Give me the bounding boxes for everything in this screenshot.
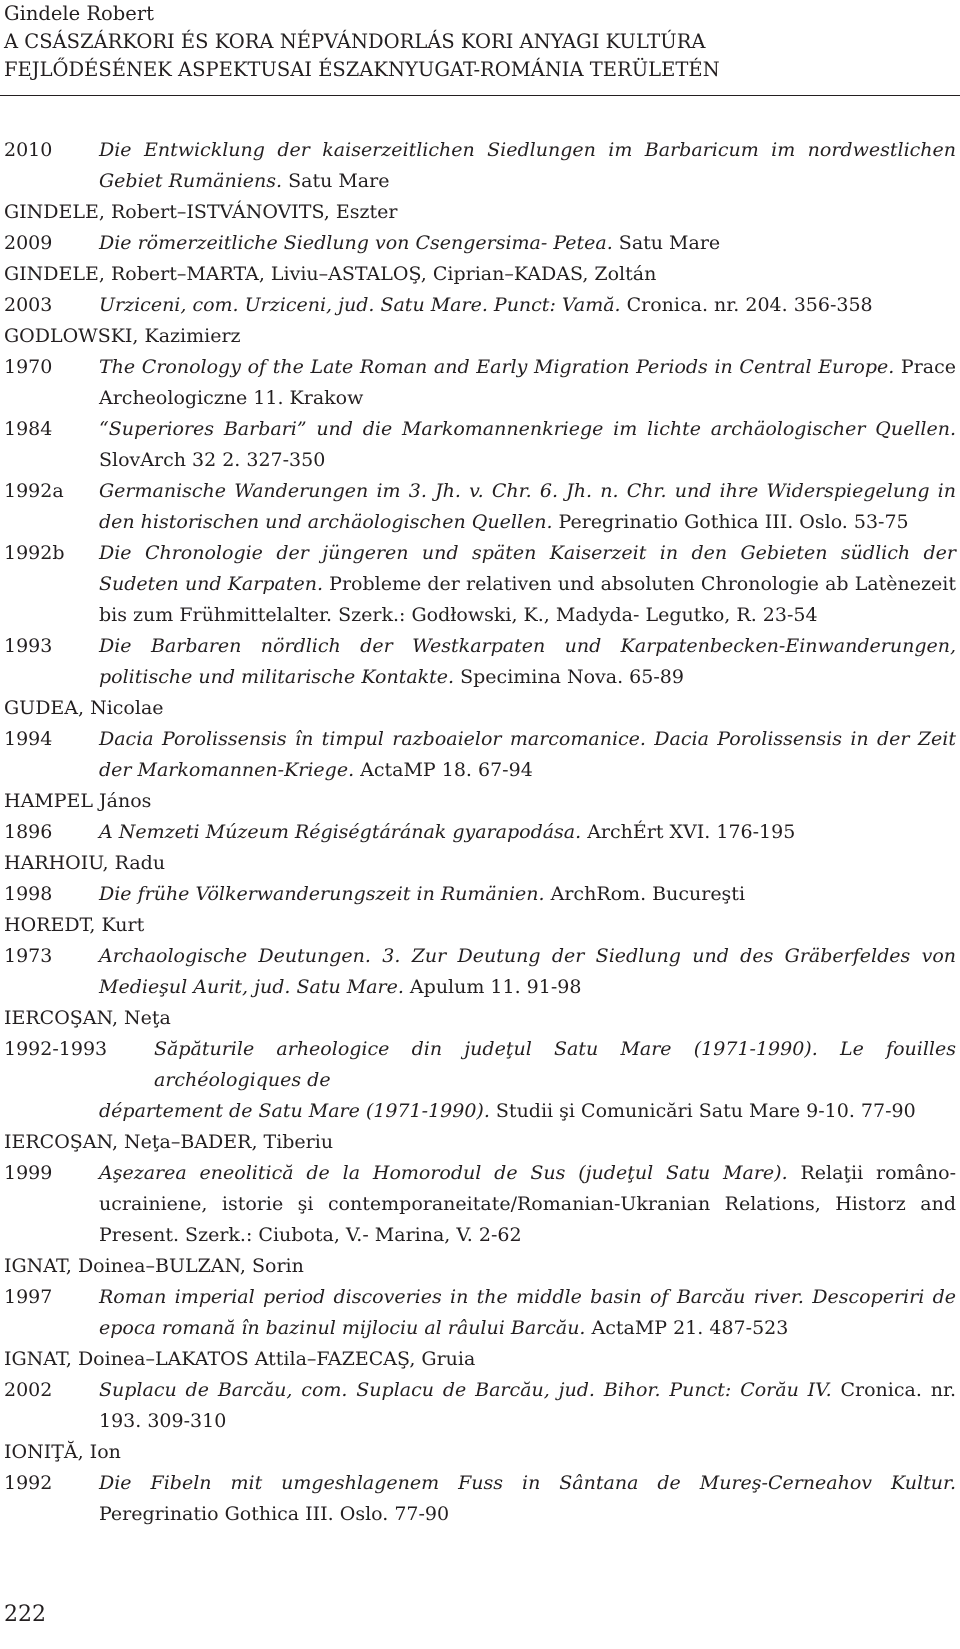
header-title-line-1: A CSÁSZÁRKORI ÉS KORA NÉPVÁNDORLÁS KORI ANYAGI KULTÚRA xyxy=(4,30,706,53)
entry-year: 1970 xyxy=(4,356,53,378)
entry-year: 1992a xyxy=(4,480,64,502)
author-heading: HOREDT, Kurt xyxy=(4,914,145,936)
entry-title: “Superiores Barbari” und die Markomannenkriege im lichte archäologischer Quellen. xyxy=(99,418,956,440)
entry-publication: Cronica. nr. 193. 309-310 xyxy=(99,1379,956,1432)
author-heading: IONIŢĂ, Ion xyxy=(4,1441,121,1463)
entry-publication: Satu Mare xyxy=(282,170,390,192)
entry-year: 1973 xyxy=(4,945,53,967)
entry-text xyxy=(99,352,956,414)
entry-text xyxy=(99,476,956,538)
author-heading: GINDELE, Robert–MARTA, Liviu–ASTALOŞ, Ciprian–KADAS, Zoltán xyxy=(4,263,657,285)
entry-publication: ActaMP 21. 487-523 xyxy=(585,1317,789,1339)
author-heading: HARHOIU, Radu xyxy=(4,852,166,874)
header-divider xyxy=(0,95,960,96)
entry-text xyxy=(99,290,956,321)
author-heading: GUDEA, Nicolae xyxy=(4,697,164,719)
entry-year: 1997 xyxy=(4,1286,53,1308)
entry-publication: ArchRom. Bucureşti xyxy=(544,883,746,905)
entry-text xyxy=(99,817,956,848)
bibliography-entry xyxy=(4,817,956,848)
entry-title: Die römerzeitliche Siedlung von Csengersima- Petea. xyxy=(99,232,613,254)
header-author: Gindele Robert xyxy=(4,2,154,25)
entry-title: Die frühe Völkerwanderungszeit in Rumänien. xyxy=(99,883,545,905)
entry-title: A Nemzeti Múzeum Régiségtárának gyarapodása. xyxy=(99,821,582,843)
bibliography-entry xyxy=(4,135,956,197)
entry-year: 1993 xyxy=(4,635,53,657)
entry-publication: Cronica. nr. 204. 356-358 xyxy=(620,294,873,316)
entry-text xyxy=(99,414,956,476)
bibliography-list xyxy=(4,135,956,1530)
bibliography-entry xyxy=(4,1468,956,1530)
entry-continuation xyxy=(99,1096,956,1127)
entry-year: 2010 xyxy=(4,139,53,161)
bibliography-entry xyxy=(4,1158,956,1251)
entry-publication: Peregrinatio Gothica III. Oslo. 77-90 xyxy=(99,1503,450,1525)
entry-publication: Prace Archeologiczne 11. Krakow xyxy=(99,356,956,409)
entry-publication: Probleme der relativen und absoluten Chronologie ab Latènezeit bis zum Frühmittelalter. Szerk.: Godłowski, K., Madyda- Legutko, R. 23-54 xyxy=(99,573,956,626)
entry-title: Aşezarea eneolitică de la Homorodul de Sus (judeţul Satu Mare). xyxy=(99,1162,788,1184)
author-heading: IGNAT, Doinea–BULZAN, Sorin xyxy=(4,1255,304,1277)
entry-publication: Apulum 11. 91-98 xyxy=(403,976,582,998)
entry-publication: ActaMP 18. 67-94 xyxy=(354,759,533,781)
entry-title: Archaologische Deutungen. 3. Zur Deutung der Siedlung und des Gräberfeldes von Medieşul Aurit, jud. Satu Mare. xyxy=(99,945,956,998)
entry-text xyxy=(99,879,956,910)
entry-text xyxy=(99,941,956,1003)
entry-year: 1984 xyxy=(4,418,53,440)
entry-title: Dacia Porolissensis în timpul razboaielor marcomanice. Dacia Porolissensis in der Zeit der Markomannen-Kriege. xyxy=(99,728,956,781)
bibliography-entry xyxy=(4,1282,956,1344)
entry-title: The Cronology of the Late Roman and Early Migration Periods in Central Europe. xyxy=(99,356,895,378)
entry-title: Die Fibeln mit umgeshlagenem Fuss in Sântana de Mureş-Cerneahov Kultur. xyxy=(99,1472,956,1494)
entry-publication: Satu Mare xyxy=(612,232,721,254)
entry-year: 1994 xyxy=(4,728,53,750)
entry-publication: Studii şi Comunicări Satu Mare 9-10. 77-90 xyxy=(489,1100,916,1122)
entry-title: Die Entwicklung der kaiserzeitlichen Siedlungen im Barbaricum im nordwestlichen Gebiet Rumäniens. xyxy=(99,139,956,192)
entry-text xyxy=(99,1158,956,1251)
entry-year: 1999 xyxy=(4,1162,53,1184)
bibliography-entry xyxy=(4,352,956,414)
bibliography-entry xyxy=(4,476,956,538)
author-heading: GODLOWSKI, Kazimierz xyxy=(4,325,241,347)
bibliography-entry xyxy=(4,228,956,259)
bibliography-entry xyxy=(4,290,956,321)
entry-text xyxy=(99,1375,956,1437)
entry-title: Die Barbaren nördlich der Westkarpaten und Karpatenbecken-Einwanderungen, politische und militarische Kontakte. xyxy=(99,635,956,688)
entry-title: Urziceni, com. Urziceni, jud. Satu Mare. Punct: Vamă. xyxy=(99,294,621,316)
entry-publication: Peregrinatio Gothica III. Oslo. 53-75 xyxy=(552,511,909,533)
entry-title: Săpăturile arheologice din judeţul Satu Mare (1971-1990). Le fouilles archéologiques de xyxy=(154,1038,956,1091)
running-header xyxy=(4,0,954,84)
page-number: 222 xyxy=(4,1602,46,1627)
entry-text xyxy=(99,631,956,693)
entry-text xyxy=(99,724,956,786)
author-heading: GINDELE, Robert–ISTVÁNOVITS, Eszter xyxy=(4,201,398,223)
entry-text xyxy=(99,1282,956,1344)
entry-title-continued: département de Satu Mare (1971-1990). xyxy=(99,1100,490,1122)
entry-title: Suplacu de Barcău, com. Suplacu de Barcău, jud. Bihor. Punct: Corău IV. xyxy=(99,1379,832,1401)
author-heading: IGNAT, Doinea–LAKATOS Attila–FAZECAŞ, Gruia xyxy=(4,1348,476,1370)
author-heading: IERCOŞAN, Neţa–BADER, Tiberiu xyxy=(4,1131,334,1153)
entry-text xyxy=(99,1034,956,1127)
entry-year: 1998 xyxy=(4,883,53,905)
bibliography-entry xyxy=(4,414,956,476)
entry-text xyxy=(99,228,956,259)
bibliography-entry xyxy=(4,1375,956,1437)
entry-year: 1992b xyxy=(4,542,65,564)
entry-year: 1896 xyxy=(4,821,53,843)
entry-year: 2002 xyxy=(4,1379,53,1401)
header-title-line-2: FEJLŐDÉSÉNEK ASPEKTUSAI ÉSZAKNYUGAT-ROMÁNIA TERÜLETÉN xyxy=(4,58,720,81)
entry-publication: Relaţii româno-ucrainiene, istorie şi contemporaneitate/Romanian-Ukranian Relations, Historz and Present. Szerk.: Ciubota, V.- Marina, V. 2-62 xyxy=(99,1162,956,1246)
bibliography-entry xyxy=(4,1034,956,1127)
entry-year: 1992 xyxy=(4,1472,53,1494)
entry-year: 1992-1993 xyxy=(4,1038,108,1060)
entry-year: 2003 xyxy=(4,294,53,316)
bibliography-entry xyxy=(4,538,956,631)
entry-title: Germanische Wanderungen im 3. Jh. v. Chr. 6. Jh. n. Chr. und ihre Widerspiegelung in den historischen und archäologischen Quellen. xyxy=(99,480,956,533)
author-heading: IERCOŞAN, Neţa xyxy=(4,1007,171,1029)
entry-publication: SlovArch 32 2. 327-350 xyxy=(99,449,326,471)
bibliography-entry xyxy=(4,631,956,693)
author-heading: HAMPEL János xyxy=(4,790,152,812)
entry-year: 2009 xyxy=(4,232,53,254)
bibliography-entry xyxy=(4,941,956,1003)
entry-title: Roman imperial period discoveries in the middle basin of Barcău river. Descoperiri de epoca romană în bazinul mijlociu al râului Barcău. xyxy=(99,1286,956,1339)
entry-publication: Specimina Nova. 65-89 xyxy=(454,666,684,688)
entry-text xyxy=(99,135,956,197)
entry-title: Die Chronologie der jüngeren und späten Kaiserzeit in den Gebieten südlich der Sudeten und Karpaten. xyxy=(99,542,956,595)
bibliography-entry xyxy=(4,724,956,786)
entry-publication: ArchÉrt XVI. 176-195 xyxy=(581,821,796,843)
bibliography-entry xyxy=(4,879,956,910)
entry-text xyxy=(99,1468,956,1530)
entry-text xyxy=(99,538,956,631)
